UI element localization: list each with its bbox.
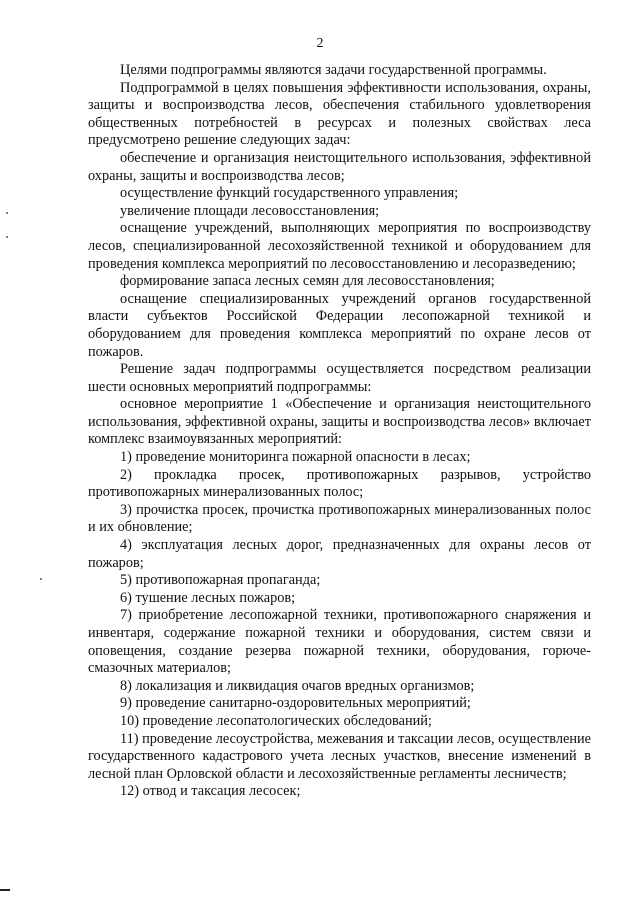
paragraph: Целями подпрограммы являются задачи государственной программы. [120,62,547,78]
paragraph: основное мероприятие 1 «Обеспечение и организация неистощительного использования, эффективной охраны, защиты и воспроизводства лесов» включает комплекс взаимоувязанных мероприятий: [88,396,591,448]
list-item: 8) локализация и ликвидация очагов вредных организмов; [120,677,475,694]
list-item: 2) прокладка просек, противопожарных разрывов, устройство противопожарных минерализованных полос; [88,466,591,501]
list-item: 3) прочистка просек, прочистка противопожарных минерализованных полос и их обновление; [88,501,591,536]
list-item: 10) проведение лесопатологических обследований; [120,712,432,729]
paragraph: обеспечение и организация неистощительного использования, эффективной охраны, защиты и воспроизводства лесов; [88,149,591,184]
list-item: 12) отвод и таксация лесосек; [120,783,301,800]
list-item: 11) проведение лесоустройства, межевания и таксации лесов, осуществление государственного кадастрового учета лесных участков, внесение изменений в лесной план Орловской области и лесохозяйственные регламенты лесничеств; [88,730,591,782]
scan-speck [6,212,8,214]
scan-dash-mark [0,889,10,891]
paragraph: Решение задач подпрограммы осуществляется посредством реализации шести основных мероприятий подпрограммы: [88,361,591,395]
page-number: 2 [316,36,324,51]
paragraph: осуществление функций государственного управления; [120,185,459,202]
list-item: 5) противопожарная пропаганда; [120,572,321,589]
paragraph: формирование запаса лесных семян для лесовосстановления; [120,273,495,290]
paragraph: оснащение учреждений, выполняющих мероприятия по воспроизводству лесов, специализированной лесохозяйственной техникой и оборудованием для проведения комплекса мероприятий по лесовосстановлению и лесоразведению; [88,220,591,272]
paragraph: Подпрограммой в целях повышения эффективности использования, охраны, защиты и воспроизводства лесов, обеспечения стабильного удовлетворения общественных потребностей в ресурсах и полезных свойствах леса предусмотрено решение следующих задач: [88,79,591,149]
paragraph: оснащение специализированных учреждений органов государственной власти субъектов Российской Федерации лесопожарной техникой и оборудованием для проведения комплекса мероприятий по охране лесов от пожаров. [88,290,591,360]
document-body [88,62,591,801]
list-item: 6) тушение лесных пожаров; [120,589,296,606]
scan-speck [6,236,8,238]
paragraph: увеличение площади лесовосстановления; [120,202,380,219]
list-item: 4) эксплуатация лесных дорог, предназначенных для охраны лесов от пожаров; [88,537,591,571]
list-item: 1) проведение мониторинга пожарной опасности в лесах; [120,449,471,466]
list-item: 9) проведение санитарно-оздоровительных мероприятий; [120,695,471,712]
scan-speck [40,578,42,580]
list-item: 7) приобретение лесопожарной техники, противопожарного снаряжения и инвентаря, содержание пожарной техники и оборудования, систем связи и оповещения, создание резерва пожарной техники, оборудования, горюче-смазочных материалов; [88,607,591,677]
